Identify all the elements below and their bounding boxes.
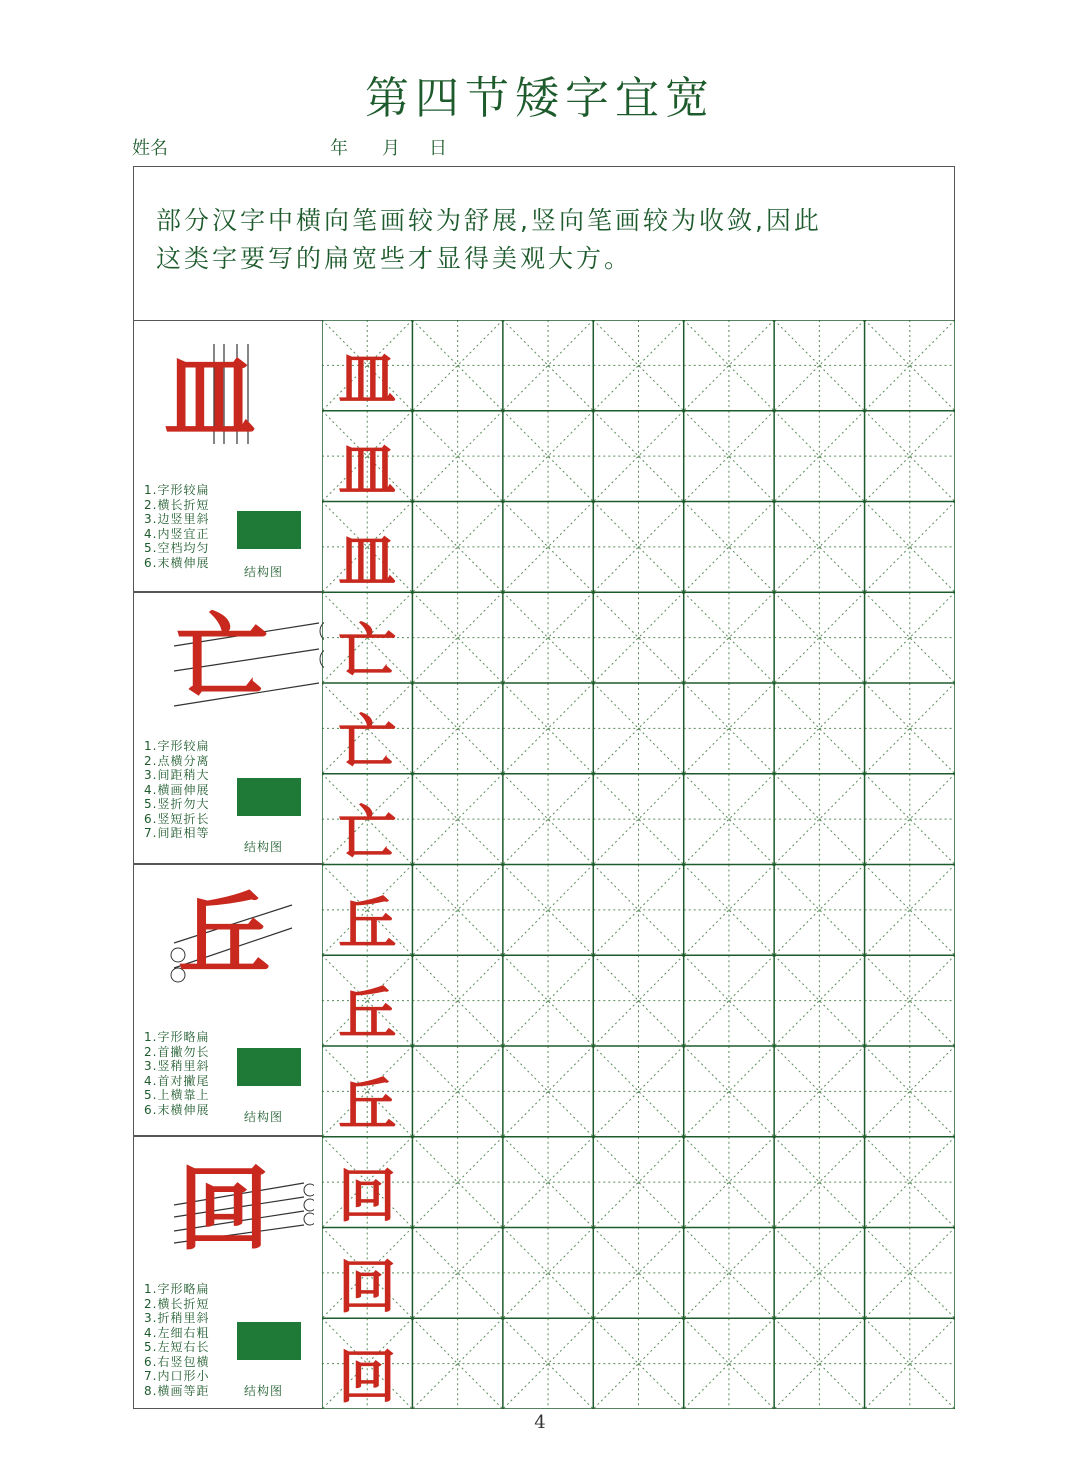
section-4-char: 回 [178, 1155, 271, 1263]
section-1 [133, 320, 322, 592]
practice-grid[interactable] [322, 320, 955, 1409]
demo-char: 回 [338, 1252, 397, 1321]
demo-char: 皿 [338, 435, 397, 504]
demo-char: 回 [338, 1343, 397, 1412]
demo-char: 亡 [338, 798, 397, 867]
section-2-char: 亡 [176, 603, 269, 711]
structure-diagram-box-1 [237, 511, 301, 549]
structure-label-2: 结构图 [244, 840, 284, 854]
day-label: 日 [429, 138, 447, 159]
structure-diagram-box-3 [237, 1048, 301, 1086]
section-1-notes: 1.字形较扁 2.横长折短 3.边竖里斜 4.内竖宜正 5.空档均匀 6.末横伸展 [144, 483, 210, 570]
structure-diagram-box-4 [237, 1322, 301, 1360]
demo-char: 回 [338, 1161, 397, 1230]
section-3 [133, 864, 322, 1136]
section-3-notes: 1.字形略扁 2.首撇勿长 3.竖稍里斜 4.首对撇尾 5.上横靠上 6.末横伸展 [144, 1030, 210, 1117]
demo-char: 皿 [338, 526, 397, 595]
demo-char: 皿 [338, 345, 397, 413]
section-4-notes: 1.字形略扁 2.横长折短 3.折稍里斜 4.左细右粗 5.左短右长 6.右竖包横 7.内口形小 8.横画等距 [144, 1282, 210, 1398]
year-label: 年 [330, 138, 348, 159]
section-3-char: 丘 [178, 881, 271, 989]
intro-line-2: 这类字要写的扁宽些才显得美观大方。 [156, 244, 633, 273]
demo-char: 丘 [338, 889, 397, 958]
page-number: 4 [534, 1412, 546, 1433]
month-label: 月 [382, 138, 400, 159]
name-label: 姓名 [132, 138, 168, 159]
section-1-char: 皿 [164, 343, 257, 451]
demo-char: 亡 [338, 617, 397, 686]
structure-label-4: 结构图 [244, 1384, 284, 1398]
section-4 [133, 1136, 322, 1409]
structure-label-1: 结构图 [244, 565, 284, 579]
structure-diagram-box-2 [237, 778, 301, 816]
demo-char: 亡 [338, 708, 397, 776]
demo-char: 丘 [338, 1071, 397, 1139]
section-2 [133, 592, 322, 864]
page-title: 第四节矮字宜宽 [365, 73, 715, 124]
intro-box [133, 166, 955, 320]
demo-char: 丘 [338, 980, 397, 1049]
structure-label-3: 结构图 [244, 1110, 284, 1124]
intro-line-1: 部分汉字中横向笔画较为舒展,竖向笔画较为收敛,因此 [156, 206, 822, 235]
section-2-notes: 1.字形较扁 2.点横分离 3.间距稍大 4.横画伸展 5.竖折勿大 6.竖短折长 7.间距相等 [144, 739, 210, 840]
